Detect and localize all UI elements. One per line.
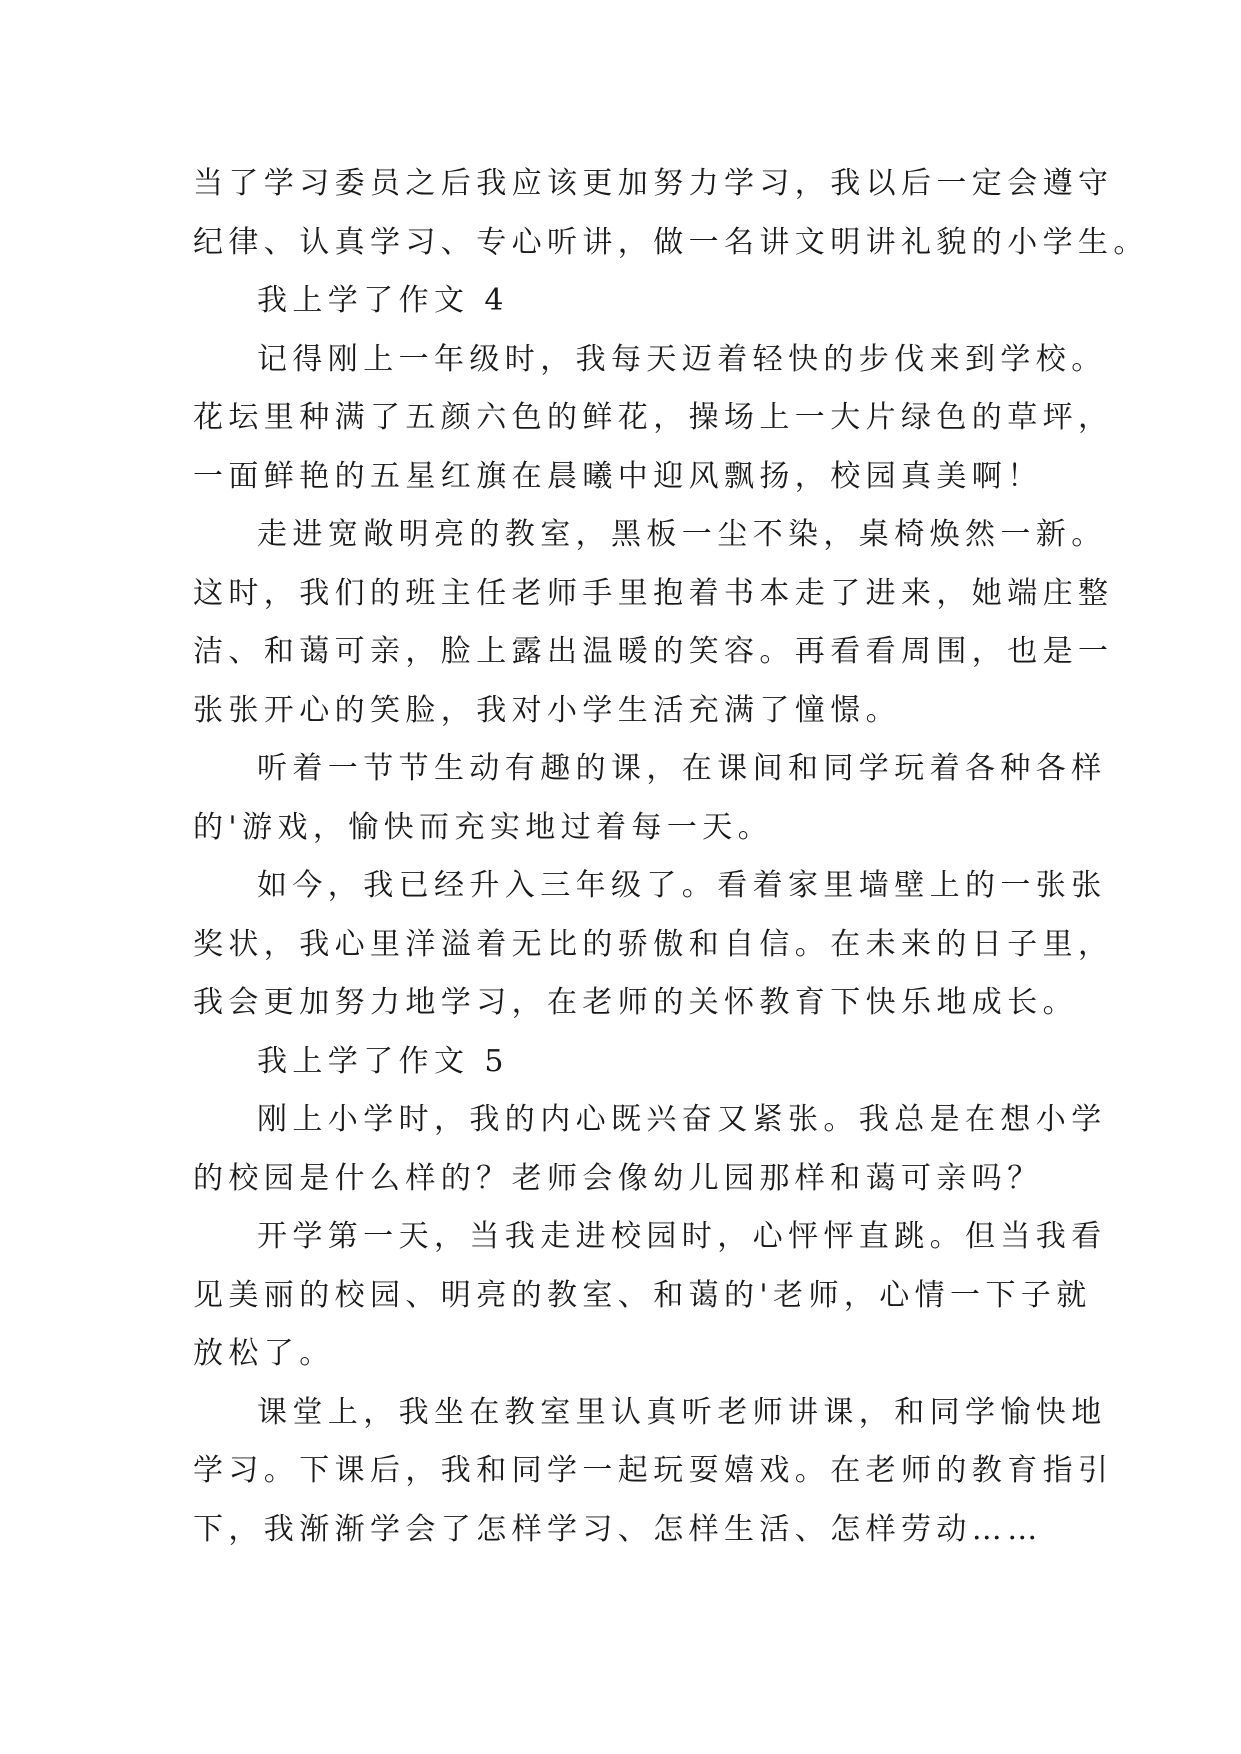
text-line: 张张开心的笑脸，我对小学生活充满了憧憬。 xyxy=(193,692,901,728)
text-line: 刚上小学时，我的内心既兴奋又紧张。我总是在想小学 xyxy=(257,1102,1107,1137)
text-line: 放松了。 xyxy=(193,1336,335,1371)
section-heading: 我上学了作文 5 xyxy=(257,1043,509,1079)
text-line: 见美丽的校园、明亮的教室、和蔼的'老师，心情一下子就 xyxy=(193,1277,1092,1313)
text-line: 课堂上，我坐在教室里认真听老师讲课，和同学愉快地 xyxy=(257,1394,1107,1430)
text-line: 这时，我们的班主任老师手里抱着书本走了进来，她端庄整 xyxy=(193,575,1114,611)
text-line: 我会更加努力地学习，在老师的关怀教育下快乐地成长。 xyxy=(193,985,1078,1020)
text-line: 学习。下课后，我和同学一起玩耍嬉戏。在老师的教育指引 xyxy=(193,1453,1114,1488)
document-page xyxy=(193,155,1149,1559)
text-line: 当了学习委员之后我应该更加努力学习，我以后一定会遵守 xyxy=(193,166,1114,201)
text-line: 的校园是什么样的？老师会像幼儿园那样和蔼可亲吗？ xyxy=(193,1160,1043,1196)
text-line: 的'游戏，愉快而充实地过着每一天。 xyxy=(193,809,774,845)
text-line: 洁、和蔼可亲，脸上露出温暖的笑容。再看看周围，也是一 xyxy=(193,634,1114,669)
text-line: 奖状，我心里洋溢着无比的骄傲和自信。在未来的日子里， xyxy=(193,926,1114,962)
text-line: 走进宽敞明亮的教室，黑板一尘不染，桌椅焕然一新。 xyxy=(257,517,1107,552)
section-heading: 我上学了作文 4 xyxy=(257,283,509,318)
text-line: 纪律、认真学习、专心听讲，做一名讲文明讲礼貌的小学生。 xyxy=(193,224,1149,260)
text-line: 开学第一天，当我走进校园时，心怦怦直跳。但当我看 xyxy=(257,1219,1107,1254)
text-line: 记得刚上一年级时，我每天迈着轻快的步伐来到学校。 xyxy=(257,341,1107,377)
text-line: 听着一节节生动有趣的课，在课间和同学玩着各种各样 xyxy=(257,751,1107,786)
text-line: 一面鲜艳的五星红旗在晨曦中迎风飘扬，校园真美啊！ xyxy=(193,458,1043,494)
text-line: 花坛里种满了五颜六色的鲜花，操场上一大片绿色的草坪， xyxy=(193,400,1114,435)
text-line: 如今，我已经升入三年级了。看着家里墙壁上的一张张 xyxy=(257,868,1107,903)
text-line: 下，我渐渐学会了怎样学习、怎样生活、怎样劳动…… xyxy=(193,1511,1043,1547)
